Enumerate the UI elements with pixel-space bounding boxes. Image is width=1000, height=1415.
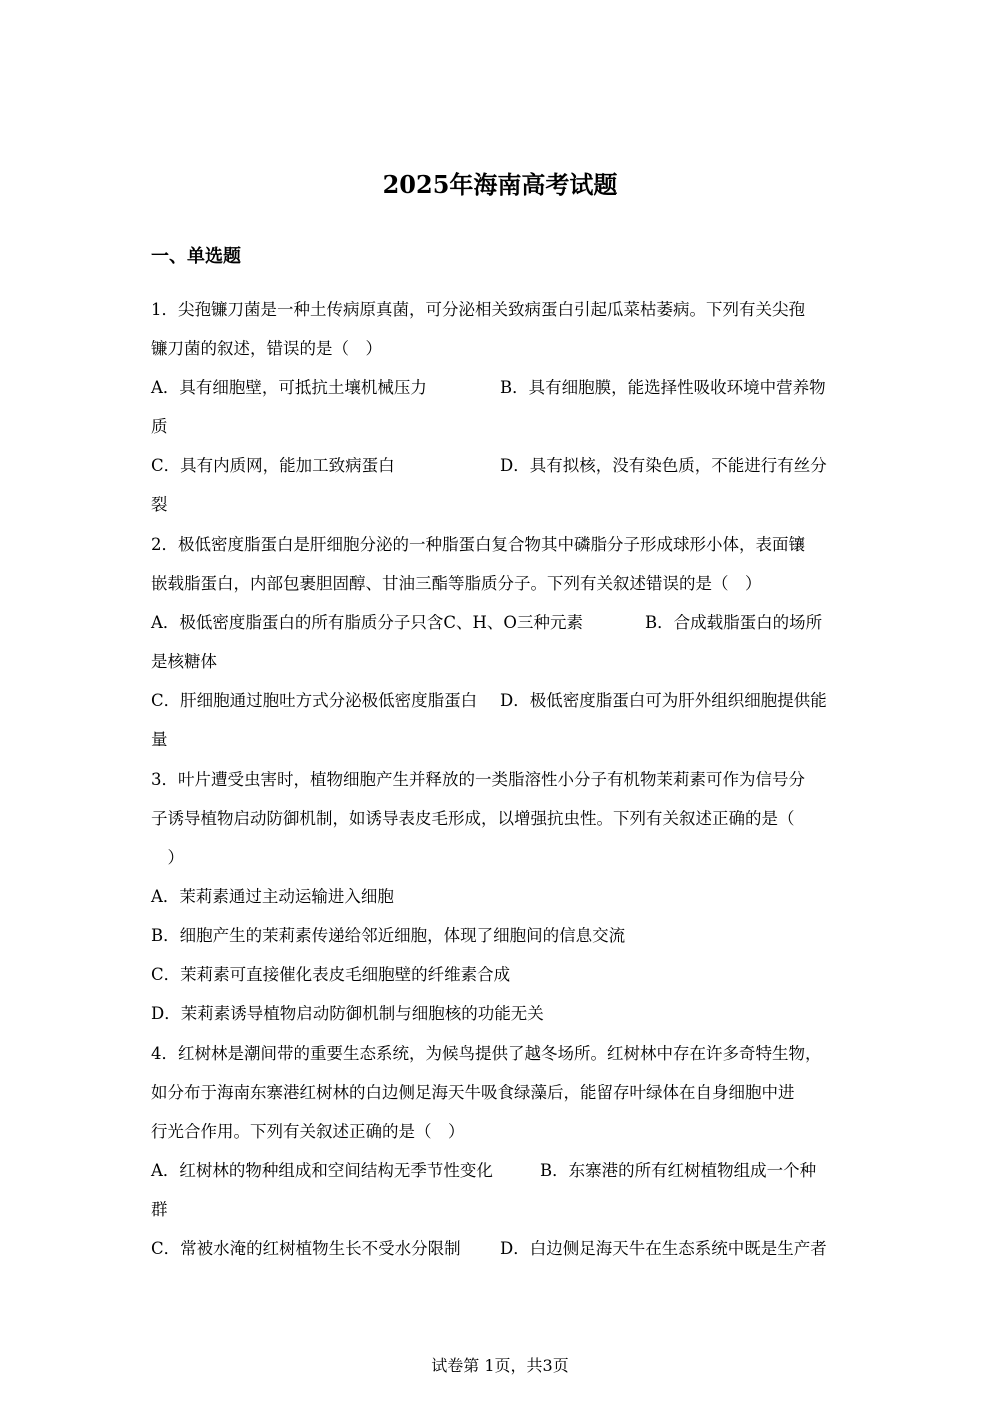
q1-option-b: B．具有细胞膜，能选择性吸收环境中营养物 (500, 378, 826, 397)
q3-stem-line-3: ） (151, 848, 184, 867)
q4-option-d: D．白边侧足海天牛在生态系统中既是生产者 (500, 1239, 827, 1258)
q2-option-b-cont: 是核糖体 (151, 652, 217, 671)
q4-stem-line-1: 4．红树林是潮间带的重要生态系统，为候鸟提供了越冬场所。红树林中存在许多奇特生物， (151, 1044, 822, 1063)
q2-stem-line-1: 2．极低密度脂蛋白是肝细胞分泌的一种脂蛋白复合物其中磷脂分子形成球形小体，表面镶 (151, 535, 805, 554)
q1-option-d: D．具有拟核，没有染色质，不能进行有丝分 (500, 456, 827, 475)
q1-option-d-cont: 裂 (151, 495, 168, 514)
q4-option-b: B．东寨港的所有红树植物组成一个种 (540, 1161, 817, 1180)
q1-option-b-cont: 质 (151, 417, 168, 436)
q1-stem-line-1: 1．尖孢镰刀菌是一种土传病原真菌，可分泌相关致病蛋白引起瓜菜枯萎病。下列有关尖孢 (151, 300, 805, 319)
q3-stem-line-1: 3．叶片遭受虫害时，植物细胞产生并释放的一类脂溶性小分子有机物茉莉素可作为信号分 (151, 770, 805, 789)
q1-option-c: C．具有内质网，能加工致病蛋白 (151, 456, 395, 475)
q2-stem-line-2: 嵌载脂蛋白，内部包裹胆固醇、甘油三酯等脂质分子。下列有关叙述错误的是（ ） (151, 574, 762, 593)
q4-option-c: C．常被水淹的红树植物生长不受水分限制 (151, 1239, 461, 1258)
q3-option-c: C．茉莉素可直接催化表皮毛细胞壁的纤维素合成 (151, 965, 511, 984)
q3-stem-line-2: 子诱导植物启动防御机制，如诱导表皮毛形成，以增强抗虫性。下列有关叙述正确的是（ (151, 809, 795, 828)
q2-option-a: A．极低密度脂蛋白的所有脂质分子只含C、H、O三种元素 (151, 613, 583, 632)
q1-option-a: A．具有细胞壁，可抵抗土壤机械压力 (151, 378, 427, 397)
q4-stem-line-3: 行光合作用。下列有关叙述正确的是（ ） (151, 1122, 465, 1141)
section-heading: 一、单选题 (151, 246, 241, 267)
q3-option-a: A．茉莉素通过主动运输进入细胞 (151, 887, 394, 906)
q3-option-b: B．细胞产生的茉莉素传递给邻近细胞，体现了细胞间的信息交流 (151, 926, 626, 945)
q2-option-d-cont: 量 (151, 730, 168, 749)
q4-option-b-cont: 群 (151, 1200, 168, 1219)
q3-option-d: D．茉莉素诱导植物启动防御机制与细胞核的功能无关 (151, 1004, 544, 1023)
page-footer: 试卷第 1页，共3页 (431, 1356, 569, 1375)
q2-option-c: C．肝细胞通过胞吐方式分泌极低密度脂蛋白 (151, 691, 478, 710)
q4-option-a: A．红树林的物种组成和空间结构无季节性变化 (151, 1161, 493, 1180)
q2-option-b: B．合成载脂蛋白的场所 (645, 613, 823, 632)
q4-stem-line-2: 如分布于海南东寨港红树林的白边侧足海天牛吸食绿藻后，能留存叶绿体在自身细胞中进 (151, 1083, 795, 1102)
q1-stem-line-2: 镰刀菌的叙述，错误的是（ ） (151, 339, 382, 358)
q2-option-d: D．极低密度脂蛋白可为肝外组织细胞提供能 (500, 691, 827, 710)
document-title: 2025年海南高考试题 (382, 170, 618, 199)
